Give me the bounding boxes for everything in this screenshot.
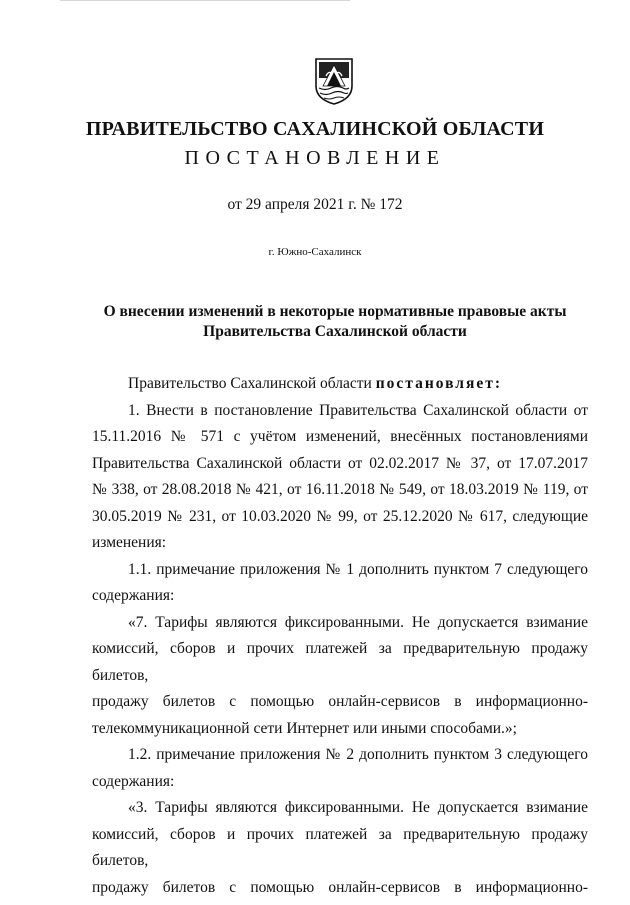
intro-paragraph (92, 371, 588, 398)
paragraph-1-1-line: 1.1. примечание приложения № 1 дополнить пунктом 7 следующего (128, 560, 588, 578)
quote-item-3-line: продажу билетов с помощью онлайн-сервисов в информационно- (92, 878, 588, 896)
document-date-number: от 29 апреля 2021 г. № 172 (227, 196, 403, 213)
coat-of-arms-icon (313, 56, 355, 106)
quote-item-7-line: комиссий, сборов и прочих платежей за предварительную продажу билетов, (92, 640, 588, 684)
paragraph-1-line: № 338, от 28.08.2018 № 421, от 16.11.2018 № 549, от 18.03.2019 № 119, от (92, 481, 588, 498)
quote-item-7-line: «7. Тарифы являются фиксированными. Не допускается взимание (128, 613, 588, 631)
paragraph-1-2-line: содержания: (92, 772, 175, 790)
organization-title: ПРАВИТЕЛЬСТВО САХАЛИНСКОЙ ОБЛАСТИ (85, 118, 545, 140)
paragraph-1-line: Правительства Сахалинской области от 02.02.2017 № 37, от 17.07.2017 (92, 454, 588, 472)
paragraph-1-line: изменения: (92, 534, 167, 551)
scan-edge-line (60, 0, 350, 1)
document-type: ПОСТАНОВЛЕНИЕ (184, 147, 446, 169)
paragraph-1-1-line: содержания: (92, 587, 175, 604)
document-city: г. Южно-Сахалинск (268, 246, 362, 258)
paragraph-1-2-line: 1.2. примечание приложения № 2 дополнить пунктом 3 следующего (128, 746, 588, 763)
paragraph-1-line: 30.05.2019 № 231, от 10.03.2020 № 99, от 25.12.2020 № 617, следующие (92, 507, 588, 525)
document-body (92, 371, 588, 901)
paragraph-1-line: 15.11.2016 № 571 с учётом изменений, внесённых постановлениями (92, 428, 588, 445)
quote-item-3-line: «3. Тарифы являются фиксированными. Не допускается взимание (128, 799, 588, 816)
intro-text: Правительство Сахалинской области (128, 375, 376, 392)
intro-verb: постановляет: (375, 375, 503, 392)
subject-line: Правительства Сахалинской области (203, 323, 467, 340)
subject-line: О внесении изменений в некоторые нормативные правовые акты (103, 303, 567, 320)
quote-item-7-line: телекоммуникационной сети Интернет или иными способами.»; (92, 719, 517, 737)
quote-item-3-line: комиссий, сборов и прочих платежей за предварительную продажу билетов, (92, 825, 588, 869)
paragraphs-container (92, 398, 588, 902)
paragraph-1-line: 1. Внести в постановление Правительства Сахалинской области от (128, 401, 588, 419)
quote-item-7-line: продажу билетов с помощью онлайн-сервисов в информационно- (92, 693, 588, 710)
document-subject (90, 302, 580, 342)
